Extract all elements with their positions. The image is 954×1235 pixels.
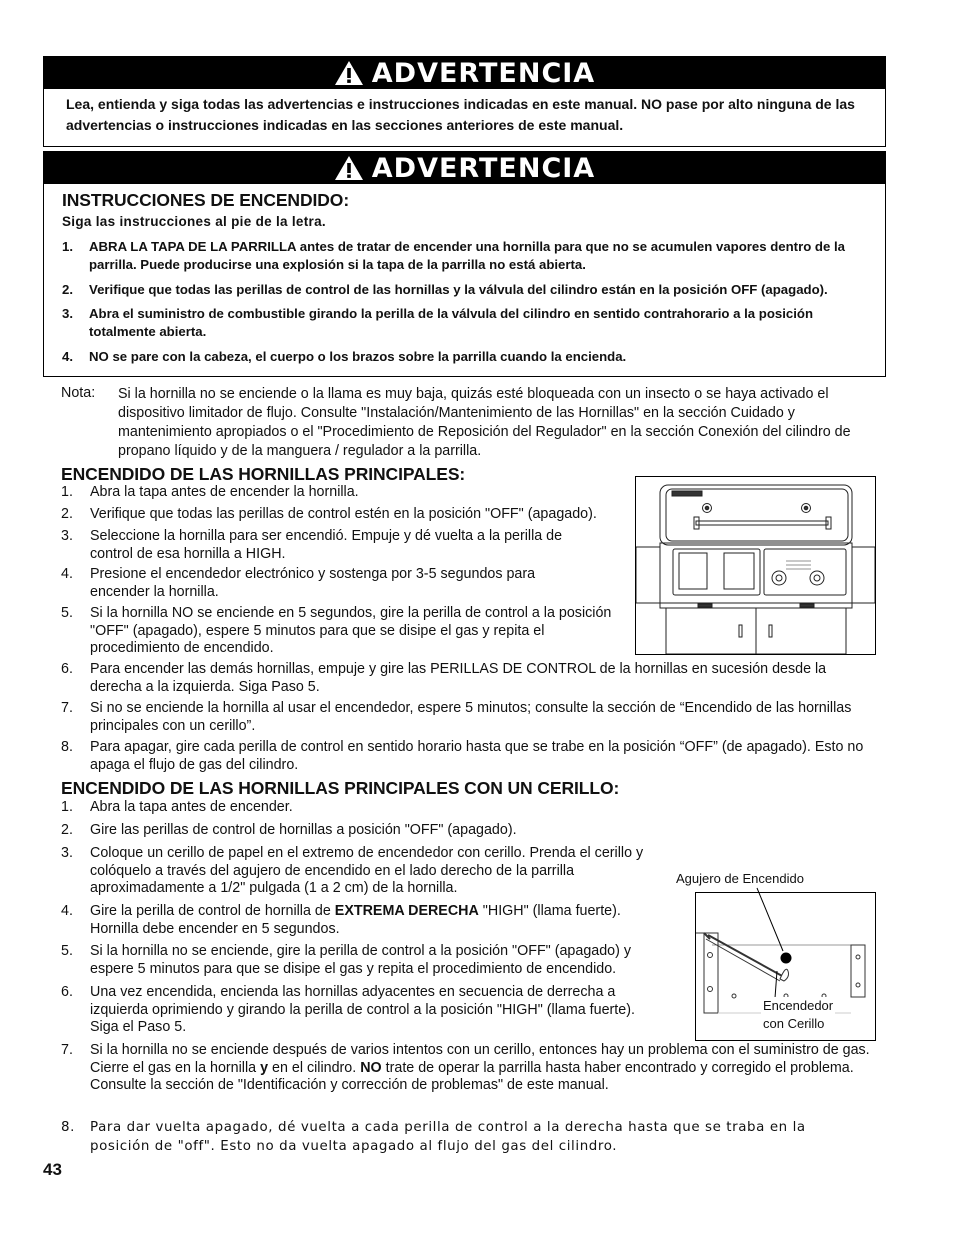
- list-item: 3. Coloque un cerillo de papel en el extremo de encendedor con cerillo. Prenda el cerillo y colóquelo a través del agujero de encendido en el lado derecho de la parrilla aproximadamente a 1/2" pulgada (1 a 2 cm) de la hornilla.: [61, 845, 644, 896]
- list-item: 6. Una vez encendida, encienda las hornillas adyacentes en secuencia de derrecha a izquierda oprimiendo y girando la perilla de control a la posición "HIGH" (llama fuerte). Siga el Paso 5.: [61, 984, 635, 1035]
- list-item: 5. Si la hornilla NO se enciende en 5 segundos, gire la perilla de control a la posición "OFF" (apagado), espere 5 minutos para que se disipe el gas y repita el procedimiento de encendido.: [61, 605, 612, 656]
- list-item: 6. Para encender las demás hornillas, empuje y gire las PERILLAS DE CONTROL de la hornillas en sucesión desde la derecha a la izquierda. Siga Paso 5.: [61, 661, 827, 695]
- list-item: 7. Si la hornilla no se enciende después de varios intentos con un cerillo, entonces hay un problema con el suministro de gas. Cierre el gas en la hornilla y en el cilindro. NO trate de operar la parrilla hasta haber encontrado y corregido el problema. Consulte la sección de "Identificación y corrección de problemas" de este manual.: [61, 1042, 870, 1093]
- list-item: 2. Gire las perillas de control de hornillas a posición "OFF" (apagado).: [61, 822, 517, 838]
- list-item: 1. Abra la tapa antes de encender la hornilla.: [61, 484, 359, 500]
- list-item: 8. Para apagar, gire cada perilla de control en sentido horario hasta que se trabe en la posición “OFF” (de apagado). Esto no apaga el flujo de gas del cilindro.: [61, 739, 864, 773]
- warning-title-1: ADVERTENCIA: [371, 57, 596, 89]
- list-item: 7. Si no se enciende la hornilla al usar el encendedor, espere 5 minutos; consulte la sección de “Encendido de las hornillas principales con un cerillo”.: [61, 700, 852, 734]
- note-label: Nota:: [61, 385, 96, 401]
- main-burners-heading: ENCENDIDO DE LAS HORNILLAS PRINCIPALES:: [61, 464, 466, 484]
- list-item: 2. Verifique que todas las perillas de control estén en la posición "OFF" (apagado).: [61, 506, 597, 522]
- match-lighter-label: Encendedor con Cerillo: [763, 998, 834, 1031]
- list-item: 5. Si la hornilla no se enciende, gire la perilla de control a la posición "OFF" (apagado) y espere 5 minutos para que se disipe el gas y repita el procedimiento de encendido.: [61, 943, 632, 977]
- note-text: Si la hornilla no se enciende o la llama es muy baja, quizás esté bloqueada con un insecto o se haya activado el dispositivo limitador de flujo. Consulte "Instalación/Mantenimiento de las Hornillas" en la sección Cuidado y mantenimiento apropiados o el "Procedimiento de Reposición del Regulador" en la sección Conexión del cilindro de propano líquido y de la manguera / regulador a la parrilla.: [118, 386, 851, 459]
- warning-text-1: Lea, entienda y siga todas las advertencias e instrucciones indicadas en este manual. NO pase por alto ninguna de las advertencias o instrucciones indicadas en las secciones anteriores de este manual.: [66, 96, 855, 133]
- list-item: 4. NO se pare con la cabeza, el cuerpo o los brazos sobre la parrilla cuando la encienda.: [62, 349, 627, 364]
- list-item: 8. Para dar vuelta apagado, dé vuelta a cada perilla de control a la derecha hasta que se traba en la posición de "off". Esto no da vuelta apagado al flujo del gas del cilindro.: [61, 1120, 806, 1154]
- list-item: 1. ABRA LA TAPA DE LA PARRILLA antes de tratar de encender una hornilla para que no se acumulen vapores dentro de la parrilla. Puede producirse una explosión si la tapa de la parrilla no está abierta.: [62, 239, 845, 272]
- warning-title-2: ADVERTENCIA: [371, 152, 596, 184]
- page-number: 43: [43, 1160, 62, 1179]
- list-item: 4. Presione el encendedor electrónico y sostenga por 3-5 segundos para encender la hornilla.: [61, 566, 536, 600]
- lighting-instructions-subheading: Siga las instrucciones al pie de la letra.: [62, 214, 326, 229]
- list-item: 2. Verifique que todas las perillas de control de las hornillas y la válvula del cilindro están en la posición OFF (apagado).: [62, 282, 828, 297]
- lighting-instructions-heading: INSTRUCCIONES DE ENCENDIDO:: [62, 190, 350, 210]
- ignition-hole-label: Agujero de Encendido: [676, 871, 804, 886]
- list-item: 1. Abra la tapa antes de encender.: [61, 799, 293, 815]
- list-item: 3. Seleccione la hornilla para ser encendió. Empuje y dé vuelta a la perilla de control de esa hornilla a HIGH.: [61, 528, 563, 562]
- match-lighting-heading: ENCENDIDO DE LAS HORNILLAS PRINCIPALES CON UN CERILLO:: [61, 778, 620, 798]
- list-item: 4. Gire la perilla de control de hornilla de EXTREMA DERECHA "HIGH" (llama fuerte). Hornilla debe encender en 5 segundos.: [61, 903, 621, 937]
- list-item: 3. Abra el suministro de combustible girando la perilla de la válvula del cilindro en sentido contrahorario a la posición totalmente abierta.: [62, 306, 814, 339]
